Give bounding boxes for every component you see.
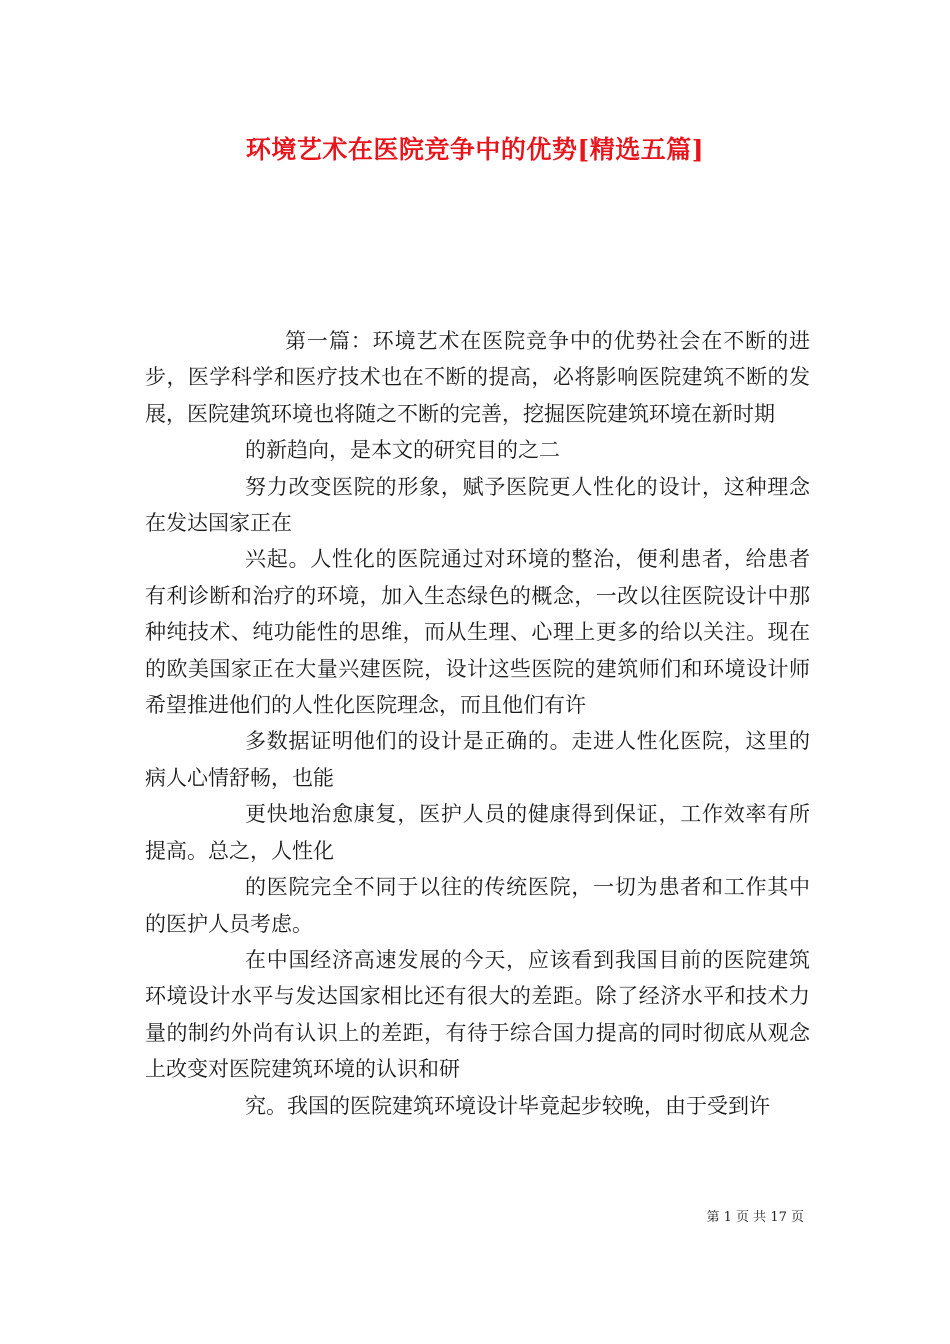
paragraph-5: 多数据证明他们的设计是正确的。走进人性化医院，这里的病人心情舒畅，也能	[145, 729, 810, 790]
document-body	[145, 323, 810, 1124]
paragraph-6: 更快地治愈康复，医护人员的健康得到保证，工作效率有所提高。总之，人性化	[145, 802, 810, 863]
paragraph-7: 的医院完全不同于以往的传统医院，一切为患者和工作其中的医护人员考虑。	[145, 875, 810, 936]
paragraph-1: 第一篇：环境艺术在医院竞争中的优势社会在不断的进步，医学科学和医疗技术也在不断的提高，必将影响医院建筑不断的发展，医院建筑环境也将随之不断的完善，挖掘医院建筑环境在新时期	[145, 329, 810, 426]
page-number-footer: 第 1 页 共 17 页	[706, 1210, 804, 1225]
paragraph-8: 在中国经济高速发展的今天，应该看到我国目前的医院建筑环境设计水平与发达国家相比还有很大的差距。除了经济水平和技术力量的制约外尚有认识上的差距，有待于综合国力提高的同时彻底从观念上改变对医院建筑环境的认识和研	[145, 947, 810, 1082]
paragraph-9: 究。我国的医院建筑环境设计毕竟起步较晚，由于受到许	[245, 1093, 770, 1118]
document-title: 环境艺术在医院竞争中的优势[精选五篇]	[245, 135, 705, 164]
paragraph-3: 努力改变医院的形象，赋予医院更人性化的设计，这种理念在发达国家正在	[145, 474, 810, 536]
paragraph-2: 的新趋向，是本文的研究目的之二	[245, 438, 560, 463]
paragraph-4: 兴起。人性化的医院通过对环境的整治，便利患者，给患者有利诊断和治疗的环境，加入生态绿色的概念，一改以往医院设计中那种纯技术、纯功能性的思维，而从生理、心理上更多的给以关注。现在的欧美国家正在大量兴建医院，设计这些医院的建筑师们和环境设计师希望推进他们的人性化医院理念，而且他们有许	[145, 547, 810, 718]
